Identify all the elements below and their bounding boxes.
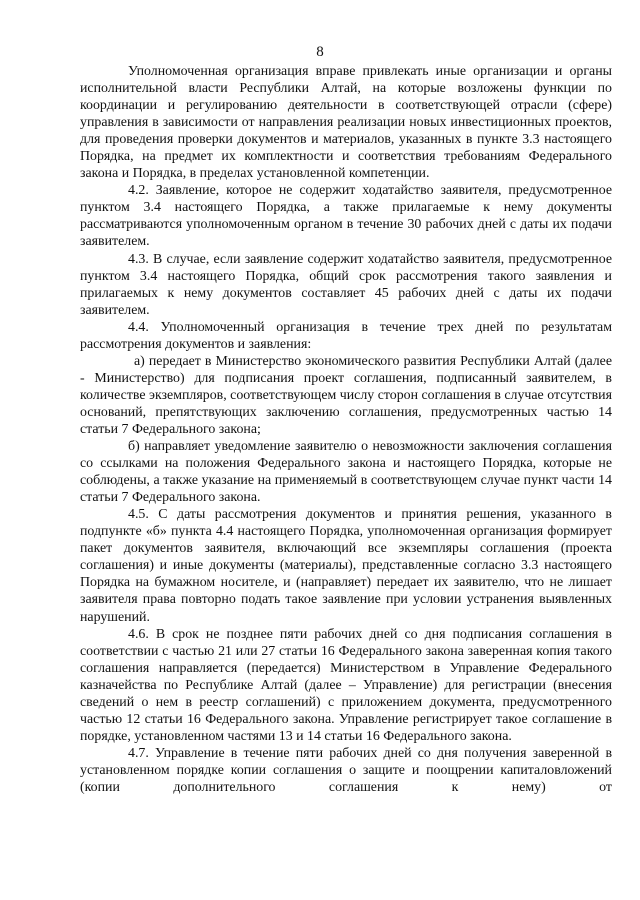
paragraph-4-7: 4.7. Управление в течение пяти рабочих дней со дня получения заверенной в установленном порядке копии соглашения о защите и поощрении капиталовложений (копии дополнительного соглашения к нему) от [80,745,612,795]
document-body [80,63,612,796]
paragraph-4-5: 4.5. С даты рассмотрения документов и принятия решения, указанного в подпункте «б» пункта 4.4 настоящего Порядка, уполномоченная организация формирует пакет документов заявителя, включающий все экземпляры соглашения (проекта соглашения) и иные документы (материалы), представленные согласно 3.3 настоящего Порядка на бумажном носителе, и (направляет) передает их заявителю, что не лишает заявителя права повторно подать такое заявление при условии устранения выявленных нарушений. [80,507,612,625]
paragraph-4-4-a: а) передает в Министерство экономического развития Республики Алтай (далее - Министерство) для подписания проект соглашения, подписанный заявителем, в количестве экземпляров, соответствующем числу сторон соглашения в случае отсутствия оснований, препятствующих заключению соглашения, предусмотренных частью 14 статьи 7 Федерального закона; [80,353,612,437]
page-number: 8 [316,44,324,60]
paragraph-4-4: 4.4. Уполномоченный организация в течение трех дней по результатам рассмотрения документов и заявления: [80,319,612,352]
paragraph-4-4-b: б) направляет уведомление заявителю о невозможности заключения соглашения со ссылками на положения Федерального закона и настоящего Порядка, которые не соблюдены, а также указание на применяемый в соответствующем случае пункт части 14 статьи 7 Федерального закона. [80,439,612,506]
paragraph-4-3: 4.3. В случае, если заявление содержит ходатайство заявителя, предусмотренное пунктом 3.4 настоящего Порядка, общий срок рассмотрения такого заявления и прилагаемых к нему документов составляет 45 рабочих дней с даты их подачи заявителем. [80,251,612,318]
paragraph-authorized-organization: Уполномоченная организация вправе привлекать иные организации и органы исполнительной власти Республики Алтай, на которые возложены функции по координации и регулированию деятельности в соответствующей отрасли (сфере) управления в зависимости от направления реализации новых инвестиционных проектов, для проведения проверки документов и материалов, указанных в пункте 3.3 настоящего Порядка, на предмет их комплектности и соответствия требованиям Федерального закона и Порядка, в пределах установленной компетенции. [80,64,612,182]
paragraph-4-6: 4.6. В срок не позднее пяти рабочих дней со дня подписания соглашения в соответствии с частью 21 или 27 статьи 16 Федерального закона заверенная копия такого соглашения направляется (передается) Министерством в Управление Федерального казначейства по Республике Алтай (далее – Управление) для регистрации (внесения сведений о нем в реестр соглашений) с приложением документа, предусмотренного частью 12 статьи 16 Федерального закона. Управление регистрирует такое соглашение в порядке, установленном частями 13 и 14 статьи 16 Федерального закона. [80,626,612,744]
paragraph-4-2: 4.2. Заявление, которое не содержит ходатайство заявителя, предусмотренное пунктом 3.4 настоящего Порядка, а также прилагаемые к нему документы рассматриваются уполномоченным органом в течение 30 рабочих дней с даты их подачи заявителем. [80,183,612,250]
